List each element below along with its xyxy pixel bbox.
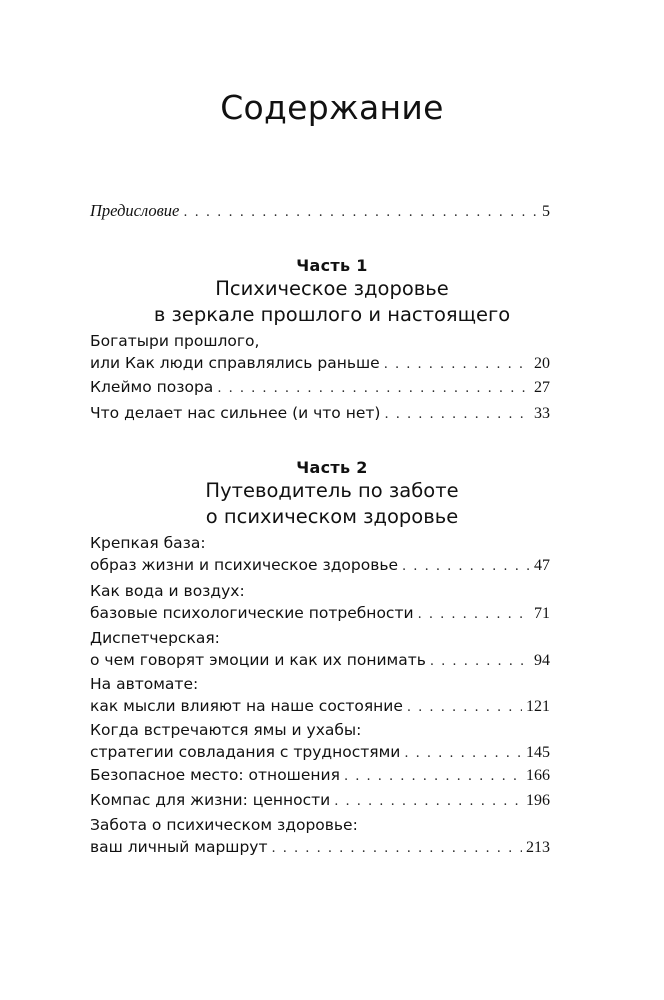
part-1-title: [0, 276, 664, 328]
dot-leader: [402, 556, 530, 578]
page-number: 196: [526, 792, 550, 809]
entry-title-line: Клеймо позора: [90, 378, 214, 396]
page-number: 213: [526, 839, 550, 856]
dot-leader: [344, 766, 522, 788]
entry-title-line: как мысли влияют на наше состояние: [90, 697, 403, 715]
part-title-line: о психическом здоровье: [205, 505, 459, 528]
entry-title-line: о чем говорят эмоции и как их понимать: [90, 651, 426, 669]
dot-leader: [407, 697, 522, 719]
toc-entry[interactable]: [90, 330, 550, 376]
entry-title-line: базовые психологические потребности: [90, 604, 414, 622]
part-title-line: в зеркале прошлого и настоящего: [153, 303, 511, 326]
page-number: 94: [534, 652, 550, 669]
entry-title-line: ваш личный маршрут: [90, 838, 268, 856]
entry-title-line: Что делает нас сильнее (и что нет): [90, 404, 381, 422]
entry-title-line: Как вода и воздух:: [90, 582, 245, 600]
part-title-line: Психическое здоровье: [215, 277, 449, 300]
toc-entry[interactable]: [90, 627, 550, 673]
dot-leader: [384, 354, 530, 376]
toc-entry[interactable]: [90, 532, 550, 578]
toc-entry[interactable]: [90, 376, 550, 400]
part-2-label: Часть 2: [296, 458, 368, 477]
entry-title-line: стратегии совладания с трудностями: [90, 743, 401, 761]
dot-leader: [183, 202, 538, 224]
page-number: 20: [534, 355, 550, 372]
page-title: Содержание: [220, 88, 444, 127]
entry-title-line: Когда встречаются ямы и ухабы:: [90, 721, 362, 739]
dot-leader: [334, 791, 522, 813]
toc-entry[interactable]: [90, 580, 550, 626]
page-number: 47: [534, 557, 550, 574]
toc-entry[interactable]: [90, 402, 550, 426]
part-2-title: [0, 478, 664, 530]
page-number: 27: [534, 379, 550, 396]
toc-entry[interactable]: [90, 814, 550, 860]
dot-leader: [272, 838, 522, 860]
page-number: 33: [534, 405, 550, 422]
toc-entry[interactable]: [90, 764, 550, 788]
toc-entry[interactable]: [90, 719, 550, 765]
entry-title-line: На автомате:: [90, 675, 199, 693]
part-title-line: Путеводитель по заботе: [205, 479, 459, 502]
dot-leader: [384, 404, 530, 426]
page-number: 166: [526, 767, 550, 784]
toc-entry[interactable]: [90, 673, 550, 719]
entry-title-line: Диспетчерская:: [90, 629, 220, 647]
toc-entry-preface[interactable]: [90, 200, 550, 224]
dot-leader: [217, 378, 530, 400]
page-number: 71: [534, 605, 550, 622]
page-number: 145: [526, 744, 550, 761]
dot-leader: [404, 743, 522, 765]
entry-title-line: образ жизни и психическое здоровье: [90, 556, 399, 574]
part-1-label: Часть 1: [296, 256, 368, 275]
entry-title-line: Безопасное место: отношения: [90, 766, 340, 784]
entry-title-line: или Как люди справлялись раньше: [90, 354, 380, 372]
entry-title-line: Компас для жизни: ценности: [90, 791, 331, 809]
entry-title: Предисловие: [90, 201, 180, 220]
toc-entry[interactable]: [90, 789, 550, 813]
dot-leader: [430, 651, 530, 673]
page-number: 121: [526, 698, 550, 715]
entry-title-line: Забота о психическом здоровье:: [90, 816, 358, 834]
page-number: 5: [542, 203, 550, 220]
entry-title-line: Крепкая база:: [90, 534, 206, 552]
dot-leader: [418, 604, 530, 626]
entry-title-line: Богатыри прошлого,: [90, 332, 260, 350]
